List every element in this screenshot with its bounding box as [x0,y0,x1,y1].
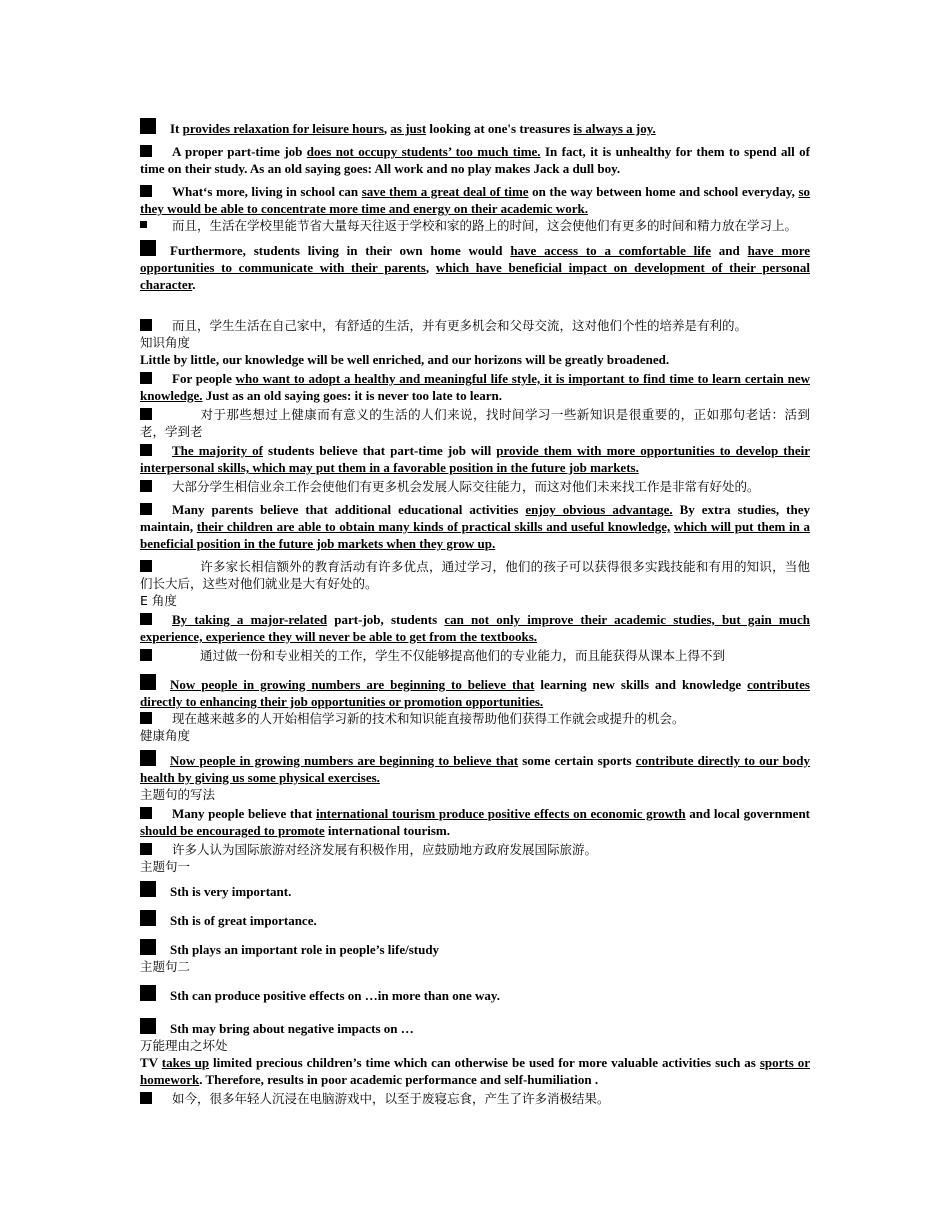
bullet-icon [140,712,152,724]
paragraph-12: Many parents believe that additional educational activities enjoy obvious advantage. By extra studies, they maintain, their children are able to obtain many kinds of practical skills and useful knowledge, which will put them in a beneficial position in the future job markets when they grow up. [140,502,811,551]
section-heading-topic-two: 主题句二 [140,959,191,974]
paragraph-15: 通过做一份和专业相关的工作，学生不仅能够提高他们的专业能力，而且能获得从课本上得不到 [140,647,810,664]
paragraph-22: Sth is of great importance. [140,910,810,929]
paragraph-1: It provides relaxation for leisure hours, as just looking at one's treasures is always a joy. [140,118,810,137]
paragraph-16: Now people in growing numbers are beginning to believe that learning new skills and knowledge contributes directly to enhancing their job opportunities or promotion opportunities. [140,674,810,710]
paragraph-3: What‘s more, living in school can save them a great deal of time on the way between home and school everyday, so they would be able to concentrate more time and energy on their academic work. [140,184,810,216]
paragraph-18: Now people in growing numbers are beginning to believe that some certain sports contribute directly to our body health by giving us some physical exercises. [140,750,810,786]
bullet-icon [140,408,152,420]
paragraph-9: 对于那些想过上健康而有意义的生活的人们来说，找时间学习一些新知识是很重要的，正如那句老话：活到老，学到老 [140,407,810,439]
bullet-icon [140,240,156,256]
document-page [140,116,810,1107]
bullet-icon [140,221,147,228]
section-heading-topic-sentence: 主题句的写法 [140,787,216,802]
paragraph-19: Many people believe that international tourism produce positive effects on economic growth and local government should be encouraged to promote international tourism. [140,806,811,838]
bullet-icon [140,372,152,384]
paragraph-17: 现在越来越多的人开始相信学习新的技术和知识能直接帮助他们获得工作就会或提升的机会。 [140,710,810,727]
paragraph-4: 而且，生活在学校里能节省大量每天往返于学校和家的路上的时间，这会使他们有更多的时间和精力放在学习上。 [140,217,810,234]
section-heading-health: 健康角度 [140,728,191,743]
paragraph-27: 如今，很多年轻人沉浸在电脑游戏中，以至于废寝忘食，产生了许多消极结果。 [140,1090,810,1107]
paragraph-11: 大部分学生相信业余工作会使他们有更多机会发展人际交往能力，而这对他们未来找工作是非常有好处的。 [140,478,810,495]
bullet-icon [140,985,156,1001]
paragraph-5: Furthermore, students living in their own home would have access to a comfortable life and have more opportunities to communicate with their parents, which have beneficial impact on development of their personal character. [140,240,810,293]
paragraph-26: TV takes up limited precious children’s time which can otherwise be used for more valuable activities such as sports or homework. Therefore, results in poor academic performance and self-humiliation . [140,1055,810,1087]
paragraph-6: 而且，学生生活在自己家中，有舒适的生活，并有更多机会和父母交流，这对他们个性的培养是有利的。 [140,317,810,334]
bullet-icon [140,319,152,331]
paragraph-20: 许多人认为国际旅游对经济发展有积极作用，应鼓励地方政府发展国际旅游。 [140,841,810,858]
section-heading-topic-one: 主题句一 [140,859,191,874]
bullet-icon [140,118,156,134]
paragraph-2: A proper part-time job does not occupy students’ too much time. In fact, it is unhealthy for them to spend all of time on their study. As an old saying goes: All work and no play makes Jack a dull boy. [140,144,810,176]
paragraph-14: By taking a major-related part-job, students can not only improve their academic studies, but gain much experience, experience they will never be able to get from the textbooks. [140,612,810,644]
bullet-icon [140,480,152,492]
bullet-icon [140,185,152,197]
bullet-icon [140,145,152,157]
bullet-icon [140,649,152,661]
bullet-icon [140,503,152,515]
bullet-icon [140,560,152,572]
bullet-icon [140,910,156,926]
paragraph-7: Little by little, our knowledge will be well enriched, and our horizons will be greatly broadened. [140,352,670,367]
bullet-icon [140,613,152,625]
paragraph-13: 许多家长相信额外的教育活动有许多优点，通过学习，他们的孩子可以获得很多实践技能和有用的知识，当他们长大后，这些对他们就业是大有好处的。 [140,559,810,591]
bullet-icon [140,939,156,955]
bullet-icon [140,1092,152,1104]
bullet-icon [140,1018,156,1034]
bullet-icon [140,674,156,690]
section-heading-universal-reason: 万能理由之坏处 [140,1038,228,1053]
section-heading-e: E 角度 [140,593,177,608]
paragraph-21: Sth is very important. [140,881,810,900]
bullet-icon [140,807,152,819]
bullet-icon [140,881,156,897]
bullet-icon [140,444,152,456]
paragraph-23: Sth plays an important role in people’s life/study [140,939,810,958]
bullet-icon [140,843,152,855]
paragraph-10: The majority of students believe that part-time job will provide them with more opportunities to develop their interpersonal skills, which may put them in a favorable position in the future job markets. [140,443,811,475]
paragraph-8: For people who want to adopt a healthy and meaningful life style, it is important to find time to learn certain new knowledge. Just as an old saying goes: it is never too late to learn. [140,371,810,403]
paragraph-24: Sth can produce positive effects on …in more than one way. [140,985,810,1004]
section-heading-knowledge: 知识角度 [140,335,191,350]
bullet-icon [140,750,156,766]
paragraph-25: Sth may bring about negative impacts on … [140,1018,810,1037]
